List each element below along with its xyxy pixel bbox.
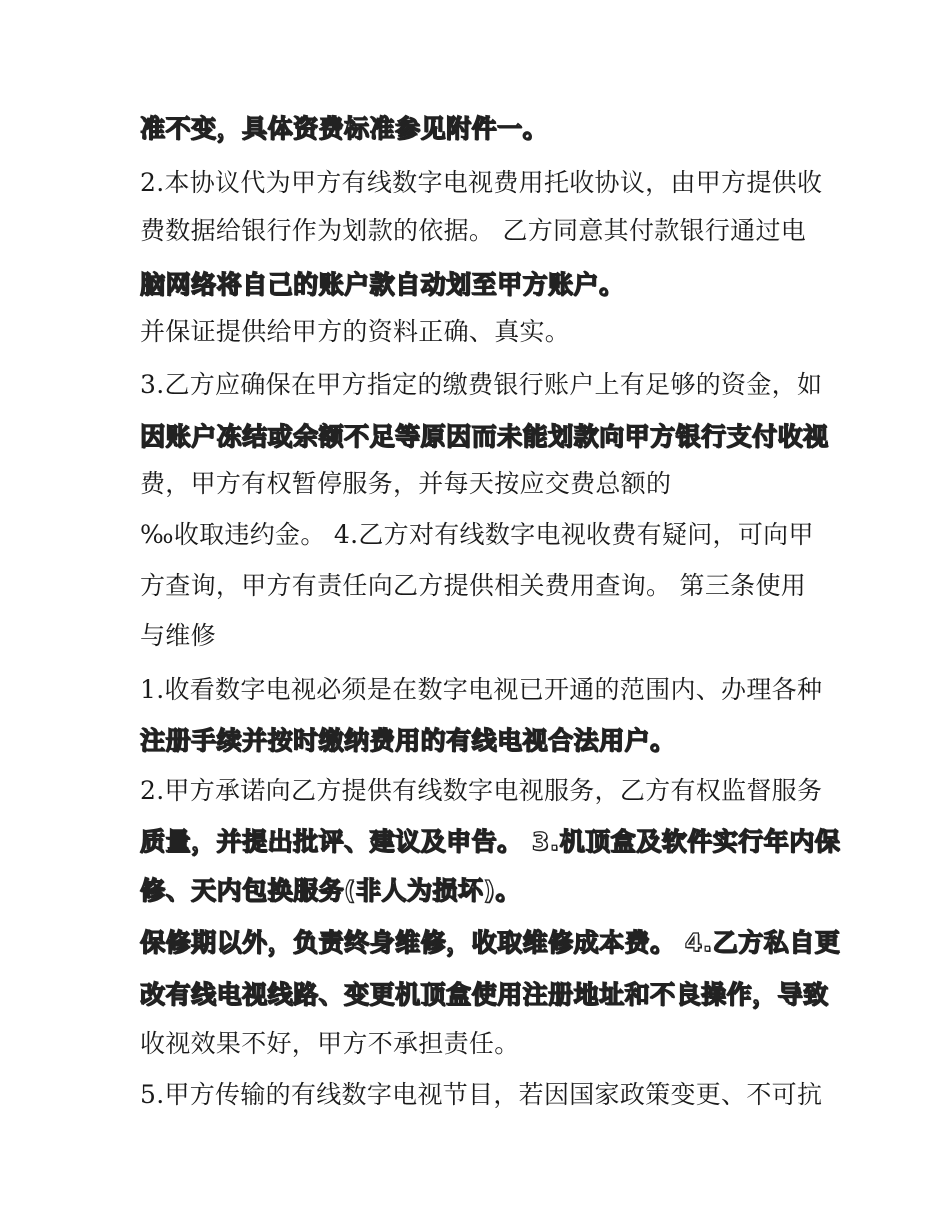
text-line: 与维修 <box>140 621 216 650</box>
text-line: 收视效果不好，甲方不承担责任。 <box>140 1029 520 1058</box>
text-line: 2.本协议代为甲方有线数字电视费用托收协议，由甲方提供收 <box>140 168 823 197</box>
text-line: 2.甲方承诺向乙方提供有线数字电视服务，乙方有权监督服务 <box>140 776 823 805</box>
text-line: 准不变，具体资费标准参见附件一。 <box>140 114 549 143</box>
text-line: 费，甲方有权暂停服务，并每天按应交费总额的 <box>140 469 672 498</box>
text-line: 3.乙方应确保在甲方指定的缴费银行账户上有足够的资金，如 <box>140 370 823 399</box>
text-line: 注册手续并按时缴纳费用的有线电视合法用户。 <box>140 726 676 755</box>
text-line: ‰收取违约金。 4.乙方对有线数字电视收费有疑问，可向甲 <box>140 520 814 549</box>
text-line: 1.收看数字电视必须是在数字电视已开通的范围内、办理各种 <box>140 675 823 704</box>
text-line: 费数据给银行作为划款的依据。 乙方同意其付款银行通过电 <box>140 216 807 245</box>
text-line: 方查询，甲方有责任向乙方提供相关费用查询。 第三条使用 <box>140 571 807 600</box>
text-line: 5.甲方传输的有线数字电视节目，若因国家政策变更、不可抗 <box>140 1080 823 1109</box>
text-line: 脑网络将自己的账户款自动划至甲方账户。 <box>140 270 625 299</box>
text-line: 因账户冻结或余额不足等原因而未能划款向甲方银行支付收视 <box>140 422 829 451</box>
text-line: 质量，并提出批评、建议及申告。 3.机顶盒及软件实行年内保 <box>140 827 841 856</box>
text-line: 保修期以外，负责终身维修，收取维修成本费。 4.乙方私自更 <box>140 928 841 957</box>
text-line: 改有线电视线路、变更机顶盒使用注册地址和不良操作，导致 <box>140 980 829 1009</box>
text-line: 并保证提供给甲方的资料正确、真实。 <box>140 317 571 346</box>
text-line: 修、天内包换服务(非人为损坏)。 <box>140 876 521 905</box>
